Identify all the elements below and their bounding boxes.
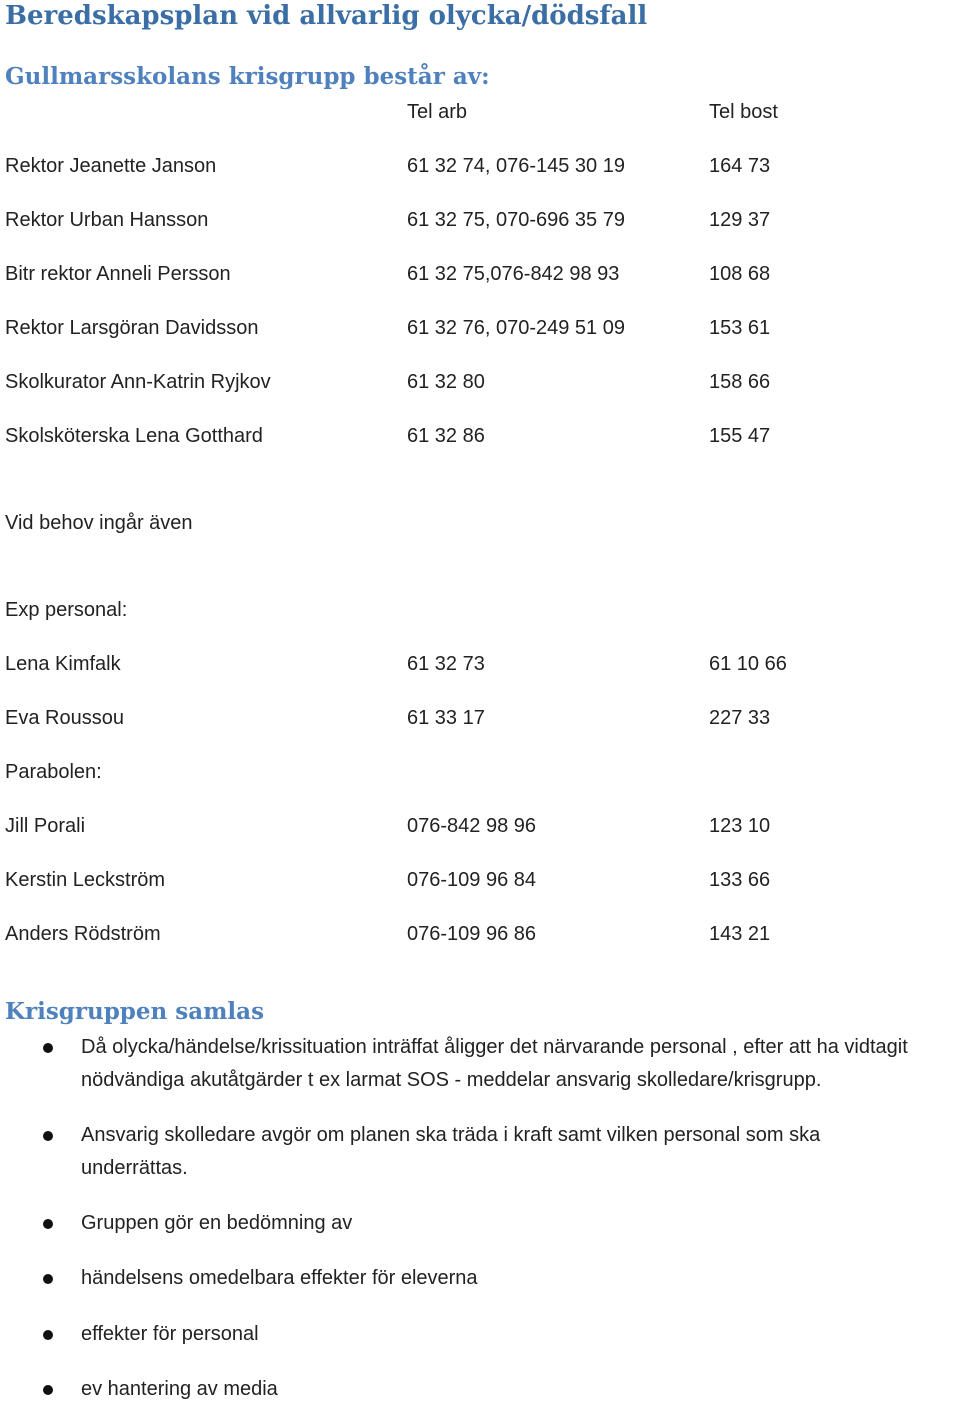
member-home-phone: 143 21	[709, 923, 771, 945]
member-home-phone: 123 10	[709, 815, 771, 837]
exp-label: Exp personal:	[5, 599, 128, 621]
member-home-phone: 61 10 66	[709, 653, 787, 675]
member-work-phone: 61 32 86	[407, 425, 485, 447]
member-name: Rektor Jeanette Janson	[5, 155, 217, 177]
bullet-icon	[43, 1274, 53, 1284]
member-work-phone: 61 32 74, 076-145 30 19	[407, 155, 625, 177]
bullet-icon	[43, 1131, 53, 1141]
col-header-home: Tel bost	[709, 101, 778, 123]
member-work-phone: 61 32 76, 070-249 51 09	[407, 317, 625, 339]
document-title: Beredskapsplan vid allvarlig olycka/dödsfall	[5, 1, 648, 31]
member-work-phone: 61 33 17	[407, 707, 485, 729]
bullet-icon	[43, 1043, 53, 1053]
member-name: Eva Roussou	[5, 707, 124, 729]
member-work-phone: 61 32 75, 070-696 35 79	[407, 209, 625, 231]
bullet-icon	[43, 1385, 53, 1395]
member-name: Skolsköterska Lena Gotthard	[5, 425, 263, 447]
member-home-phone: 227 33	[709, 707, 771, 729]
bullet-text: Ansvarig skolledare avgör om planen ska träda i kraft samt vilken personal som ska underrättas.	[81, 1124, 821, 1179]
member-home-phone: 155 47	[709, 425, 771, 447]
bullet-icon	[43, 1330, 53, 1340]
member-home-phone: 153 61	[709, 317, 771, 339]
member-name: Jill Porali	[5, 815, 86, 837]
member-name: Rektor Urban Hansson	[5, 209, 209, 231]
member-work-phone: 076-109 96 84	[407, 869, 537, 891]
member-work-phone: 61 32 80	[407, 371, 485, 393]
member-work-phone: 076-109 96 86	[407, 923, 537, 945]
samlas-heading: Krisgruppen samlas	[5, 998, 265, 1025]
member-home-phone: 108 68	[709, 263, 771, 285]
bullet-icon	[43, 1219, 53, 1229]
bullet-text: Gruppen gör en bedömning av	[81, 1212, 353, 1234]
member-name: Kerstin Leckström	[5, 869, 166, 891]
member-name: Lena Kimfalk	[5, 653, 121, 675]
crisis-group-heading: Gullmarsskolans krisgrupp består av:	[5, 63, 490, 90]
col-header-work: Tel arb	[407, 101, 468, 123]
bullet-text: Då olycka/händelse/krissituation inträffat åligger det närvarande personal , efter att ha vidtagit nödvändiga akutåtgärder t ex larmat SOS - meddelar ansvarig skolledare/krisgrupp.	[81, 1036, 908, 1091]
member-name: Bitr rektor Anneli Persson	[5, 263, 231, 285]
member-home-phone: 164 73	[709, 155, 771, 177]
member-name: Rektor Larsgöran Davidsson	[5, 317, 259, 339]
extra-intro: Vid behov ingår även	[5, 512, 193, 534]
member-work-phone: 61 32 75,076-842 98 93	[407, 263, 620, 285]
member-home-phone: 129 37	[709, 209, 771, 231]
member-work-phone: 61 32 73	[407, 653, 485, 675]
member-work-phone: 076-842 98 96	[407, 815, 537, 837]
member-home-phone: 133 66	[709, 869, 771, 891]
member-home-phone: 158 66	[709, 371, 771, 393]
member-name: Skolkurator Ann-Katrin Ryjkov	[5, 371, 271, 393]
parabolen-label: Parabolen:	[5, 761, 102, 783]
bullet-text: ev hantering av media	[81, 1378, 278, 1400]
bullet-text: effekter för personal	[81, 1323, 259, 1345]
bullet-text: händelsens omedelbara effekter för eleverna	[81, 1267, 478, 1289]
member-name: Anders Rödström	[5, 923, 161, 945]
